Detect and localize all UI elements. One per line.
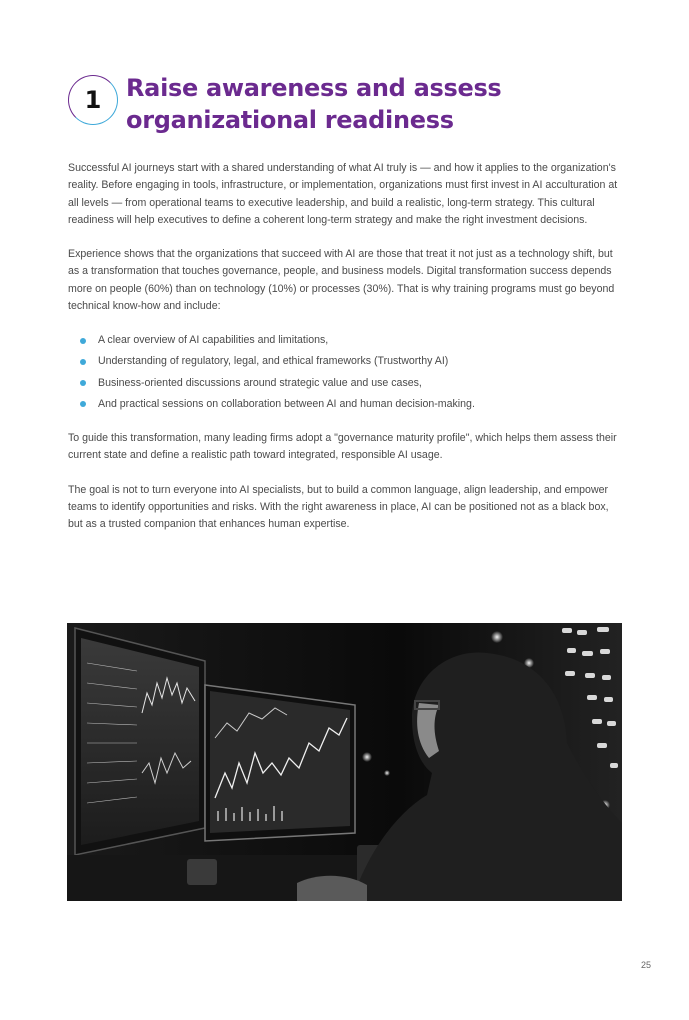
section-number-badge (68, 75, 118, 125)
page-title: Raise awareness and assess organizational readiness (126, 74, 502, 134)
paragraph-intro: Successful AI journeys start with a shared understanding of what AI truly is — and how it applies to the organization's reality. Before engaging in tools, infrastructure, or implementation, organizations must first invest in AI acculturation at all levels — from operational teams to executive leadership, and build a realistic, long-term strategy. This cultural readiness will help executives to define a coherent long-term strategy and make the right investment decisions. (68, 162, 618, 226)
paragraph-goal: The goal is not to turn everyone into AI specialists, but to build a common language, align leadership, and empower teams to identify opportunities and risks. With the right awareness in place, AI can be positioned not as a black box, but as a trusted companion that enhances human expertise. (68, 483, 609, 531)
list-item: Business-oriented discussions around strategic value and use cases, (68, 375, 623, 392)
section-number: 1 (84, 86, 102, 114)
list-item: Understanding of regulatory, legal, and ethical frameworks (Trustworthy AI) (68, 353, 623, 370)
list-item: And practical sessions on collaboration between AI and human decision-making. (68, 396, 623, 413)
paragraph-governance: To guide this transformation, many leading firms adopt a "governance maturity profile", which helps them assess their current state and define a realistic path toward integrated, responsible AI usage. (68, 431, 617, 462)
list-item: A clear overview of AI capabilities and limitations, (68, 332, 623, 349)
bullet-list (68, 332, 623, 413)
woman-at-trading-monitors-photo (67, 623, 622, 901)
paragraph-experience: Experience shows that the organizations that succeed with AI are those that treat it not just as a technology shift, but as a transformation that touches governance, people, and business models. Digital transformation success depends more on people (60%) than on technology (10%) or processes (30%). That is why training programs must go beyond technical know-how and include: (68, 248, 615, 313)
body-content (68, 160, 623, 550)
page-number: 25 (640, 960, 651, 970)
